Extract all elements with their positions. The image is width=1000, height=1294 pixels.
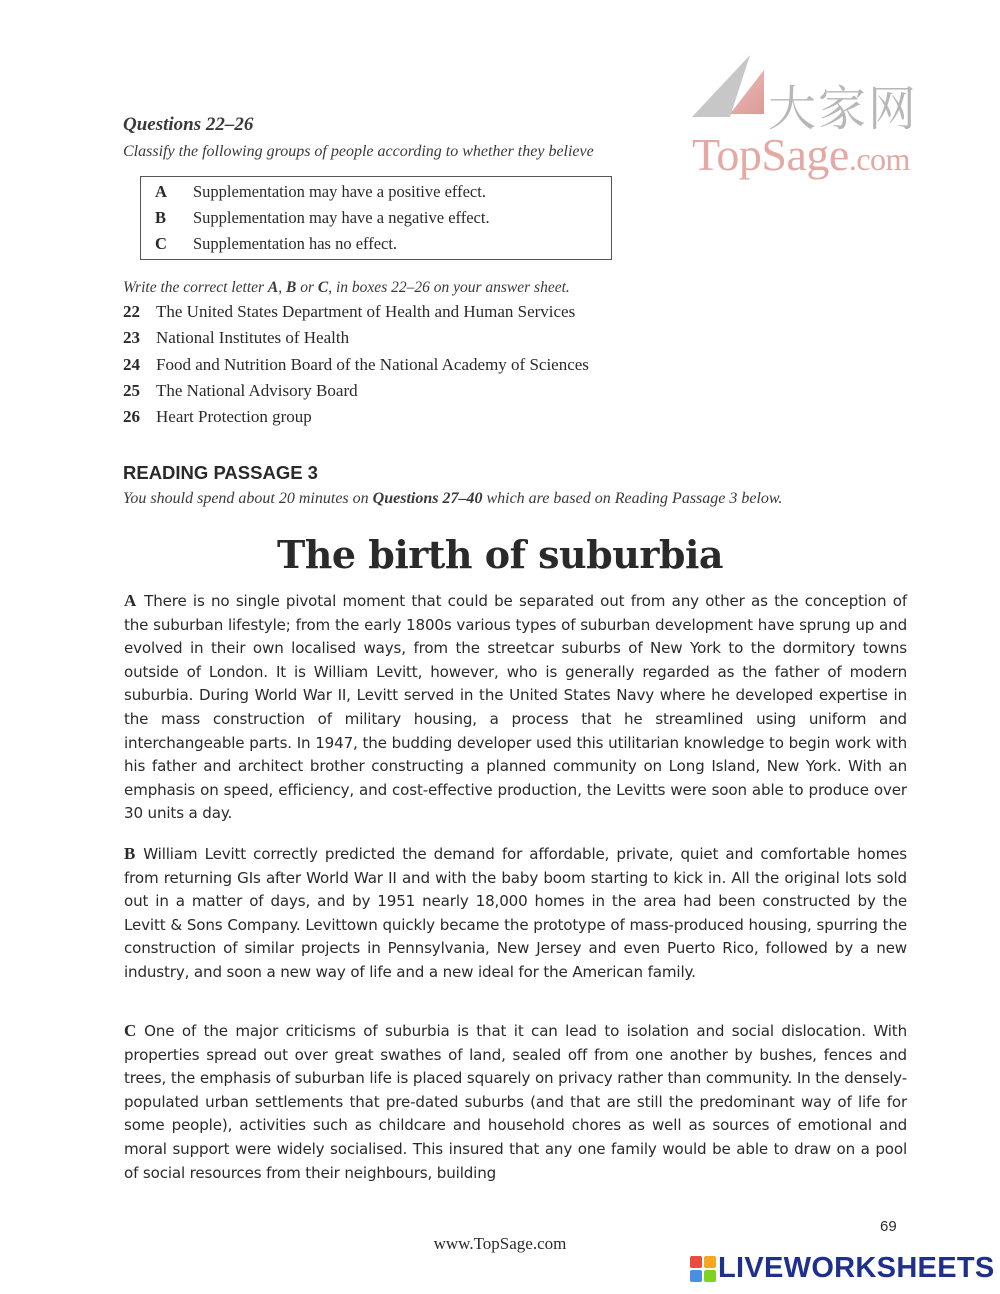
write-instruction-part: ,: [278, 279, 287, 296]
option-letter: C: [155, 234, 167, 253]
footer-url: www.TopSage.com: [433, 1234, 567, 1253]
write-instruction: [123, 279, 570, 297]
write-instruction-letter-b: B: [286, 279, 297, 296]
write-instruction-letter-a: A: [267, 279, 279, 296]
questions-instruction: Classify the following groups of people according to whether they believe: [123, 143, 594, 160]
question-number: 25: [123, 381, 140, 400]
icon-square: [690, 1256, 702, 1268]
option-row: [155, 182, 486, 202]
write-instruction-part: , in boxes 22–26 on your answer sheet.: [328, 279, 570, 296]
paragraph-a: [124, 589, 907, 826]
liveworksheets-logo-text: LIVEWORKSHEETS: [718, 1252, 995, 1284]
page-number: 69: [880, 1218, 897, 1235]
option-letter: A: [155, 182, 167, 201]
instruction-questions-range: Questions 27–40: [372, 490, 483, 507]
paragraph-b: [124, 842, 907, 985]
question-item: [123, 328, 349, 348]
icon-square: [704, 1256, 716, 1268]
question-text: Food and Nutrition Board of the National Academy of Sciences: [156, 355, 589, 374]
options-box: [140, 176, 612, 260]
question-text: National Institutes of Health: [156, 328, 350, 347]
icon-square: [690, 1270, 702, 1282]
option-row: [155, 234, 397, 254]
liveworksheets-icon: [690, 1256, 716, 1282]
instruction-part: You should spend about 20 minutes on: [123, 490, 373, 507]
question-number: 22: [123, 302, 140, 321]
passage-title: The birth of suburbia: [276, 532, 724, 577]
paragraph-text: One of the major criticisms of suburbia is that it can lead to isolation and social dislocation. With properties spread out over great swathes of land, sealed off from one another by bushes, fences and trees, the emphasis of suburban life is placed squarely on privacy rather than community. In the densely-populated urban settlements that pre-dated suburbs (and that are still the predominant way of life for some people), activities such as childcare and household chores as well as sources of emotional and moral support were widely socialised. This insured that any one family would be able to draw on a pool of social resources from their neighbours, building: [124, 1022, 907, 1182]
topsage-logo-text: [692, 128, 910, 181]
paragraph-c: [124, 1019, 907, 1185]
option-text: Supplementation may have a positive effect.: [193, 182, 486, 201]
icon-square: [704, 1270, 716, 1282]
questions-heading: Questions 22–26: [123, 114, 254, 135]
question-number: 23: [123, 328, 140, 347]
option-text: Supplementation has no effect.: [193, 234, 398, 253]
paragraph-label: B: [124, 844, 136, 863]
question-number: 26: [123, 407, 140, 426]
paragraph-text: William Levitt correctly predicted the demand for affordable, private, quiet and comfortable homes from returning GIs after World War II and with the baby boom starting to kick in. All the original lots sold out in a matter of days, and by 1951 nearly 18,000 homes in the area had been constructed by the Levitt & Sons Company. Levittown quickly became the prototype of mass-produced housing, spurring the construction of similar projects in Pennsylvania, New Jersey and even Puerto Rico, followed by a new industry, and soon a new way of life and a new ideal for the American family.: [124, 845, 907, 981]
reading-passage-heading: READING PASSAGE 3: [123, 462, 318, 483]
topsage-brand: TopSage: [692, 129, 849, 180]
reading-passage-instruction: [123, 490, 782, 508]
paragraph-label: C: [124, 1021, 137, 1040]
write-instruction-part: Write the correct letter: [123, 279, 268, 296]
paragraph-text: There is no single pivotal moment that could be separated out from any other as the conception of the suburban lifestyle; from the early 1800s various types of suburban development have sprung up and evolved in their own localised ways, from the streetcar suburbs of New York to the dormitory towns outside of London. It is William Levitt, however, who is generally regarded as the father of modern suburbia. During World War II, Levitt served in the United States Navy where he developed expertise in the mass construction of military housing, a process that he streamlined using uniform and interchangeable parts. In 1947, the budding developer used this utilitarian knowledge to begin work with his father and architect brother constructing a planned community on Long Island, New York. With an emphasis on speed, efficiency, and cost-effective production, the Levitts were soon able to produce over 30 units a day.: [124, 592, 907, 823]
write-instruction-letter-c: C: [317, 279, 329, 296]
question-item: [123, 355, 589, 375]
paragraph-label: A: [124, 591, 137, 610]
question-text: Heart Protection group: [156, 407, 312, 426]
option-text: Supplementation may have a negative effect.: [193, 208, 490, 227]
question-text: The National Advisory Board: [156, 381, 358, 400]
option-letter: B: [155, 208, 167, 227]
topsage-domain: .com: [848, 141, 910, 177]
question-item: [123, 407, 312, 427]
instruction-part: which are based on Reading Passage 3 below.: [482, 490, 783, 507]
write-instruction-part: or: [296, 279, 318, 296]
question-item: [123, 381, 358, 401]
topsage-logo-chinese: 大家网: [768, 81, 919, 137]
option-row: [155, 208, 490, 228]
question-number: 24: [123, 355, 140, 374]
question-text: The United States Department of Health and Human Services: [156, 302, 576, 321]
question-item: [123, 302, 575, 322]
